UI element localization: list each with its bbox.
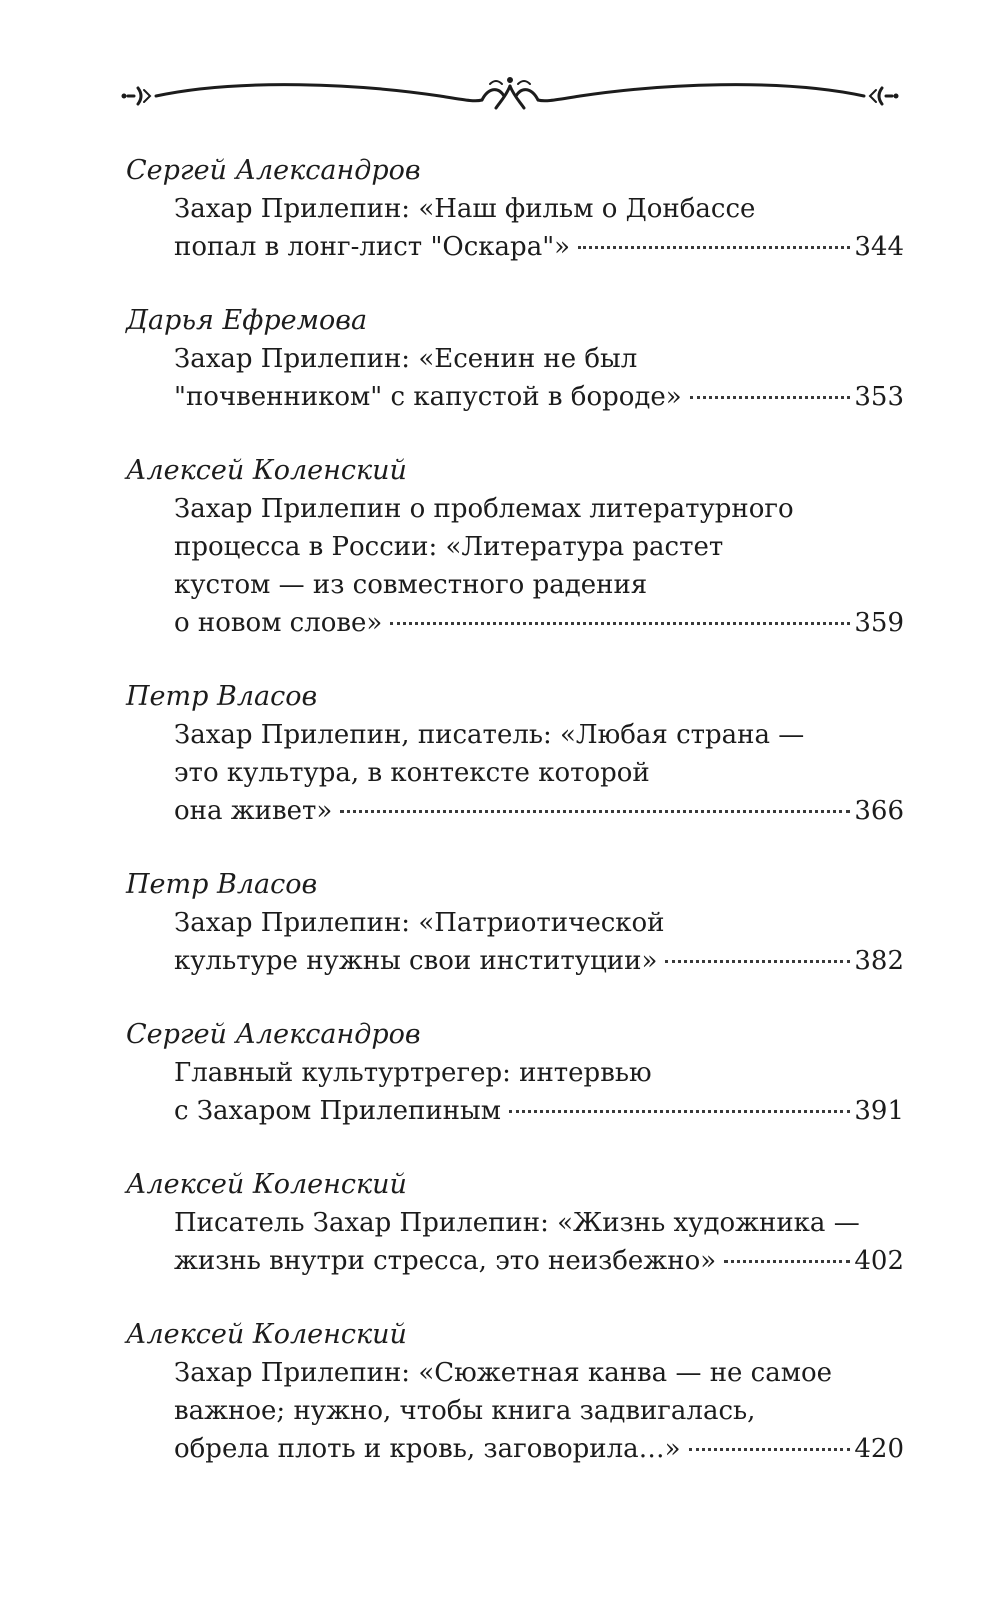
- toc-entry-author: Сергей Александров: [126, 1019, 421, 1050]
- dot-leader: [390, 622, 850, 625]
- toc-entry: [126, 678, 904, 830]
- toc-entry-author: Дарья Ефремова: [126, 305, 368, 336]
- dot-leader: [690, 396, 851, 399]
- toc-entry-last-line: [174, 1242, 904, 1280]
- toc-entry-last-line: [174, 228, 904, 266]
- dot-leader: [340, 810, 850, 813]
- toc-entry-title-line: Захар Прилепин: «Наш фильм о Донбассе: [174, 194, 756, 224]
- toc-entry-title-line: с Захаром Прилепиным: [174, 1096, 501, 1126]
- toc-entry-title-line: Захар Прилепин: «Патриотической: [174, 908, 665, 938]
- toc-entry: [126, 1016, 904, 1130]
- toc-entry-last-line: [174, 378, 904, 416]
- toc-entry-title-line: Писатель Захар Прилепин: «Жизнь художника —: [174, 1208, 860, 1238]
- toc-entry-title-line: важное; нужно, чтобы книга задвигалась,: [174, 1396, 756, 1426]
- ornamental-divider-icon: [120, 66, 900, 126]
- toc-entry-title-line: Захар Прилепин: «Сюжетная канва — не самое: [174, 1358, 833, 1388]
- table-of-contents: [126, 152, 904, 1504]
- toc-entry-title-line: процесса в России: «Литература растет: [174, 532, 724, 562]
- toc-entry-title-line: Главный культуртрегер: интервью: [174, 1058, 652, 1088]
- toc-entry-title-line: она живет»: [174, 796, 333, 826]
- toc-entry-title-line: Захар Прилепин: «Есенин не был: [174, 344, 638, 374]
- toc-entry-page-number: 391: [854, 1096, 904, 1126]
- toc-entry-title-line: обрела плоть и кровь, заговорила…»: [174, 1434, 681, 1464]
- toc-entry-author: Петр Власов: [126, 681, 318, 712]
- dot-leader: [724, 1260, 850, 1263]
- toc-entry-title-line: Захар Прилепин о проблемах литературного: [174, 494, 794, 524]
- toc-entry-page-number: 420: [854, 1434, 904, 1464]
- toc-entry: [126, 152, 904, 266]
- toc-entry-page-number: 359: [854, 608, 904, 638]
- toc-entry-page-number: 402: [854, 1246, 904, 1276]
- toc-entry-last-line: [174, 792, 904, 830]
- toc-entry-page-number: 344: [854, 232, 904, 262]
- toc-entry-title-line: "почвенником" с капустой в бороде»: [174, 382, 682, 412]
- toc-entry-last-line: [174, 1430, 904, 1468]
- dot-leader: [578, 246, 850, 249]
- toc-entry-title-line: культуре нужны свои институции»: [174, 946, 658, 976]
- toc-entry-author: Алексей Коленский: [126, 1319, 407, 1350]
- toc-entry-last-line: [174, 1092, 904, 1130]
- toc-entry-author: Алексей Коленский: [126, 1169, 407, 1200]
- toc-entry-page-number: 353: [854, 382, 904, 412]
- toc-entry: [126, 1316, 904, 1468]
- toc-entry: [126, 302, 904, 416]
- toc-entry-title-line: кустом — из совместного радения: [174, 570, 648, 600]
- toc-entry-title-line: Захар Прилепин, писатель: «Любая страна —: [174, 720, 805, 750]
- toc-entry-page-number: 382: [854, 946, 904, 976]
- dot-leader: [509, 1110, 850, 1113]
- toc-entry: [126, 452, 904, 642]
- toc-entry: [126, 1166, 904, 1280]
- toc-entry-author: Алексей Коленский: [126, 455, 407, 486]
- toc-entry-author: Сергей Александров: [126, 155, 421, 186]
- toc-entry-title-line: это культура, в контексте которой: [174, 758, 650, 788]
- dot-leader: [689, 1448, 851, 1451]
- toc-entry-last-line: [174, 604, 904, 642]
- toc-entry-title-line: попал в лонг-лист "Оскара"»: [174, 232, 571, 262]
- toc-entry-last-line: [174, 942, 904, 980]
- dot-leader: [665, 960, 850, 963]
- toc-entry-title-line: о новом слове»: [174, 608, 383, 638]
- toc-entry-page-number: 366: [854, 796, 904, 826]
- toc-entry-author: Петр Власов: [126, 869, 318, 900]
- toc-entry-title-line: жизнь внутри стресса, это неизбежно»: [174, 1246, 717, 1276]
- toc-entry: [126, 866, 904, 980]
